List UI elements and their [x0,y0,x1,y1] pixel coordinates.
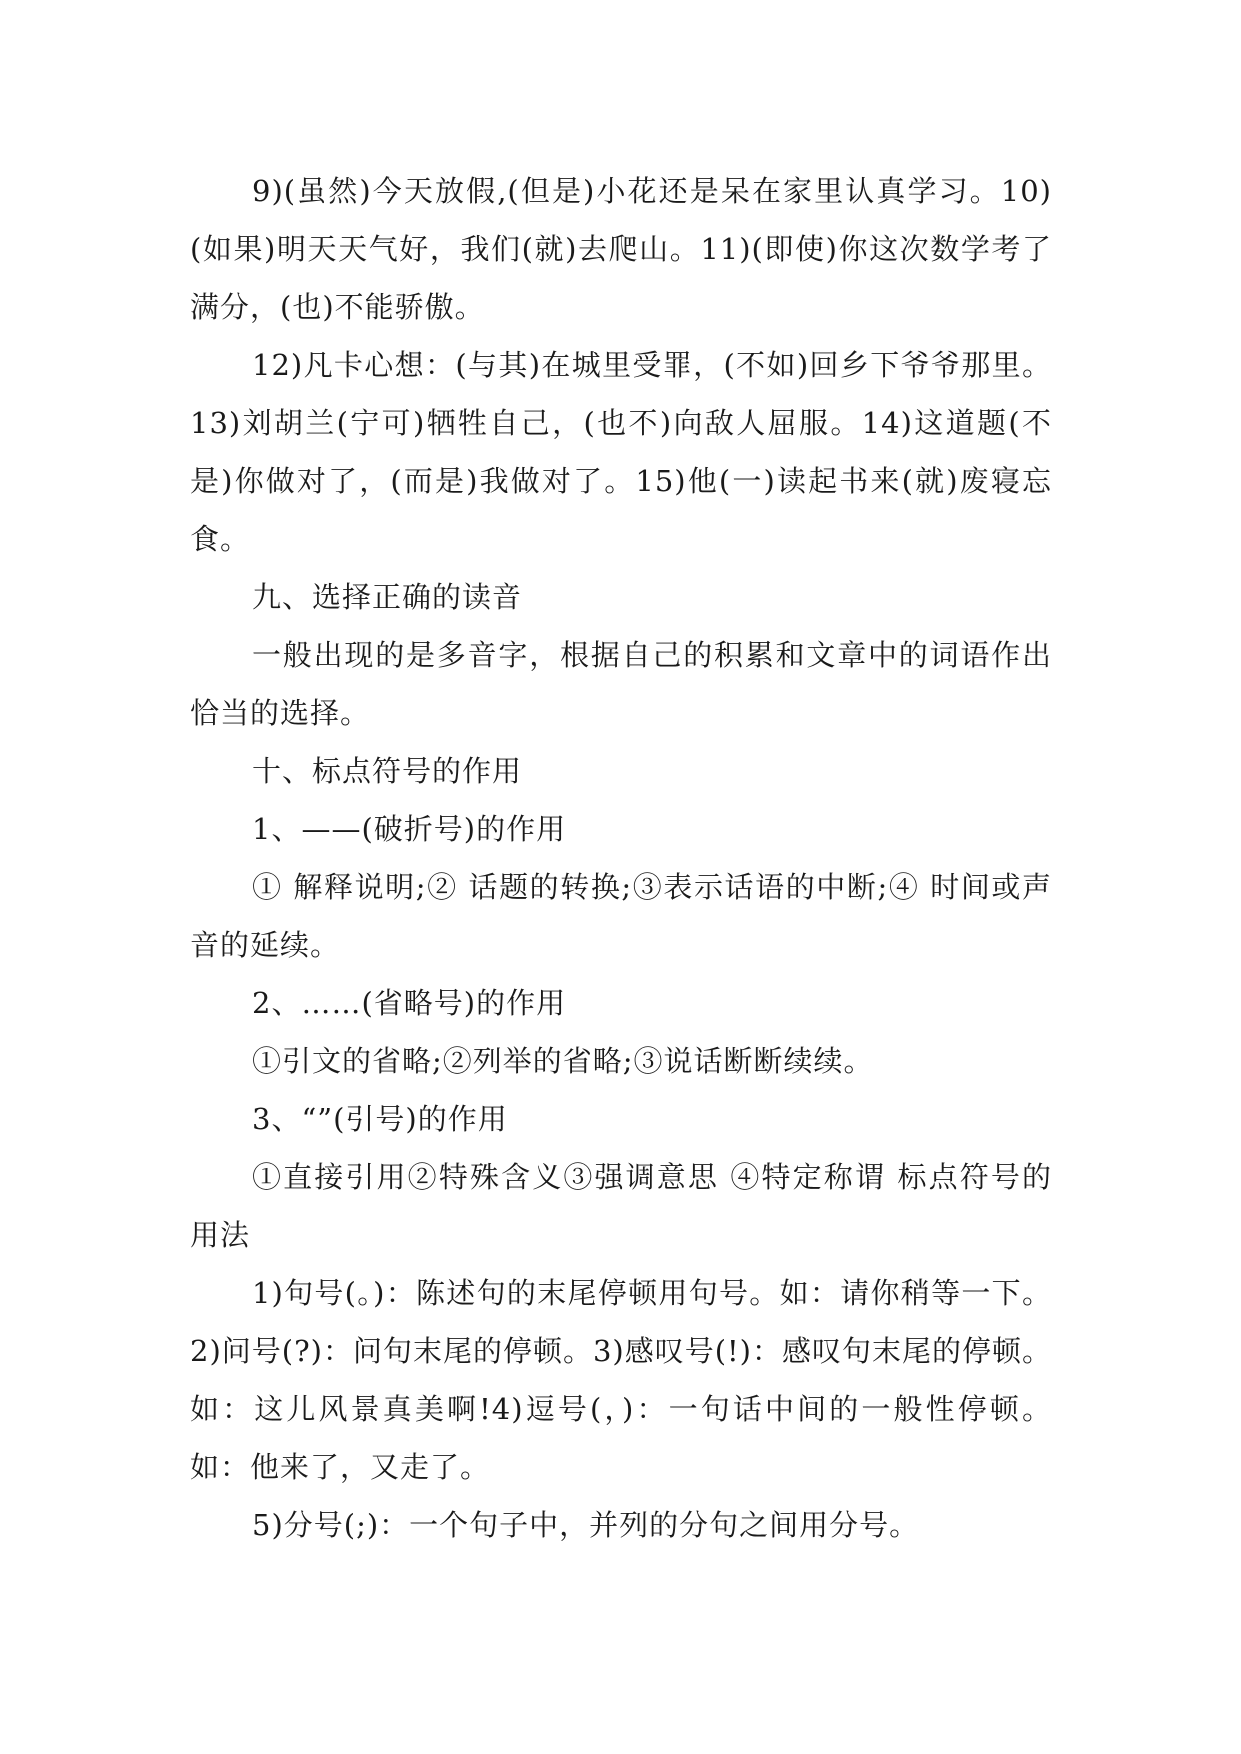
paragraph-conjunction-examples-1: 9)(虽然)今天放假,(但是)小花还是呆在家里认真学习。10)(如果)明天天气好，我们(就)去爬山。11)(即使)你这次数学考了满分，(也)不能骄傲。 [190,174,1052,324]
section-heading-punctuation: 十、标点符号的作用 [252,754,523,788]
paragraph-ellipsis-uses: ①引文的省略;②列举的省略;③说话断断续续。 [252,1044,874,1078]
paragraph-conjunction-examples-2: 12)凡卡心想：(与其)在城里受罪，(不如)回乡下爷爷那里。13)刘胡兰(宁可)牺牲自己，(也不)向敌人屈服。14)这道题(不是)你做对了，(而是)我做对了。15)他(一)读起书来(就)废寝忘食。 [190,348,1052,556]
subheading-ellipsis: 2、……(省略号)的作用 [252,986,567,1020]
paragraph-pronunciation-note: 一般出现的是多音字，根据自己的积累和文章中的词语作出恰当的选择。 [190,638,1052,730]
subheading-dash: 1、——(破折号)的作用 [252,812,567,846]
section-heading-pronunciation: 九、选择正确的读音 [252,580,523,614]
paragraph-punctuation-usage: 1)句号(。)：陈述句的末尾停顿用句号。如：请你稍等一下。2)问号(?)：问句末尾的停顿。3)感叹号(!)：感叹句末尾的停顿。如：这儿风景真美啊!4)逗号(，)：一句话中间的一般性停顿。如：他来了，又走了。 [190,1276,1052,1484]
paragraph-dash-uses: ① 解释说明;② 话题的转换;③表示话语的中断;④ 时间或声音的延续。 [190,870,1052,962]
subheading-quotation-marks: 3、“”(引号)的作用 [252,1102,508,1136]
document-body [190,162,1052,1554]
paragraph-quotation-uses: ①直接引用②特殊含义③强调意思 ④特定称谓 标点符号的用法 [190,1160,1052,1252]
paragraph-semicolon-usage: 5)分号(;)：一个句子中，并列的分句之间用分号。 [252,1508,920,1542]
